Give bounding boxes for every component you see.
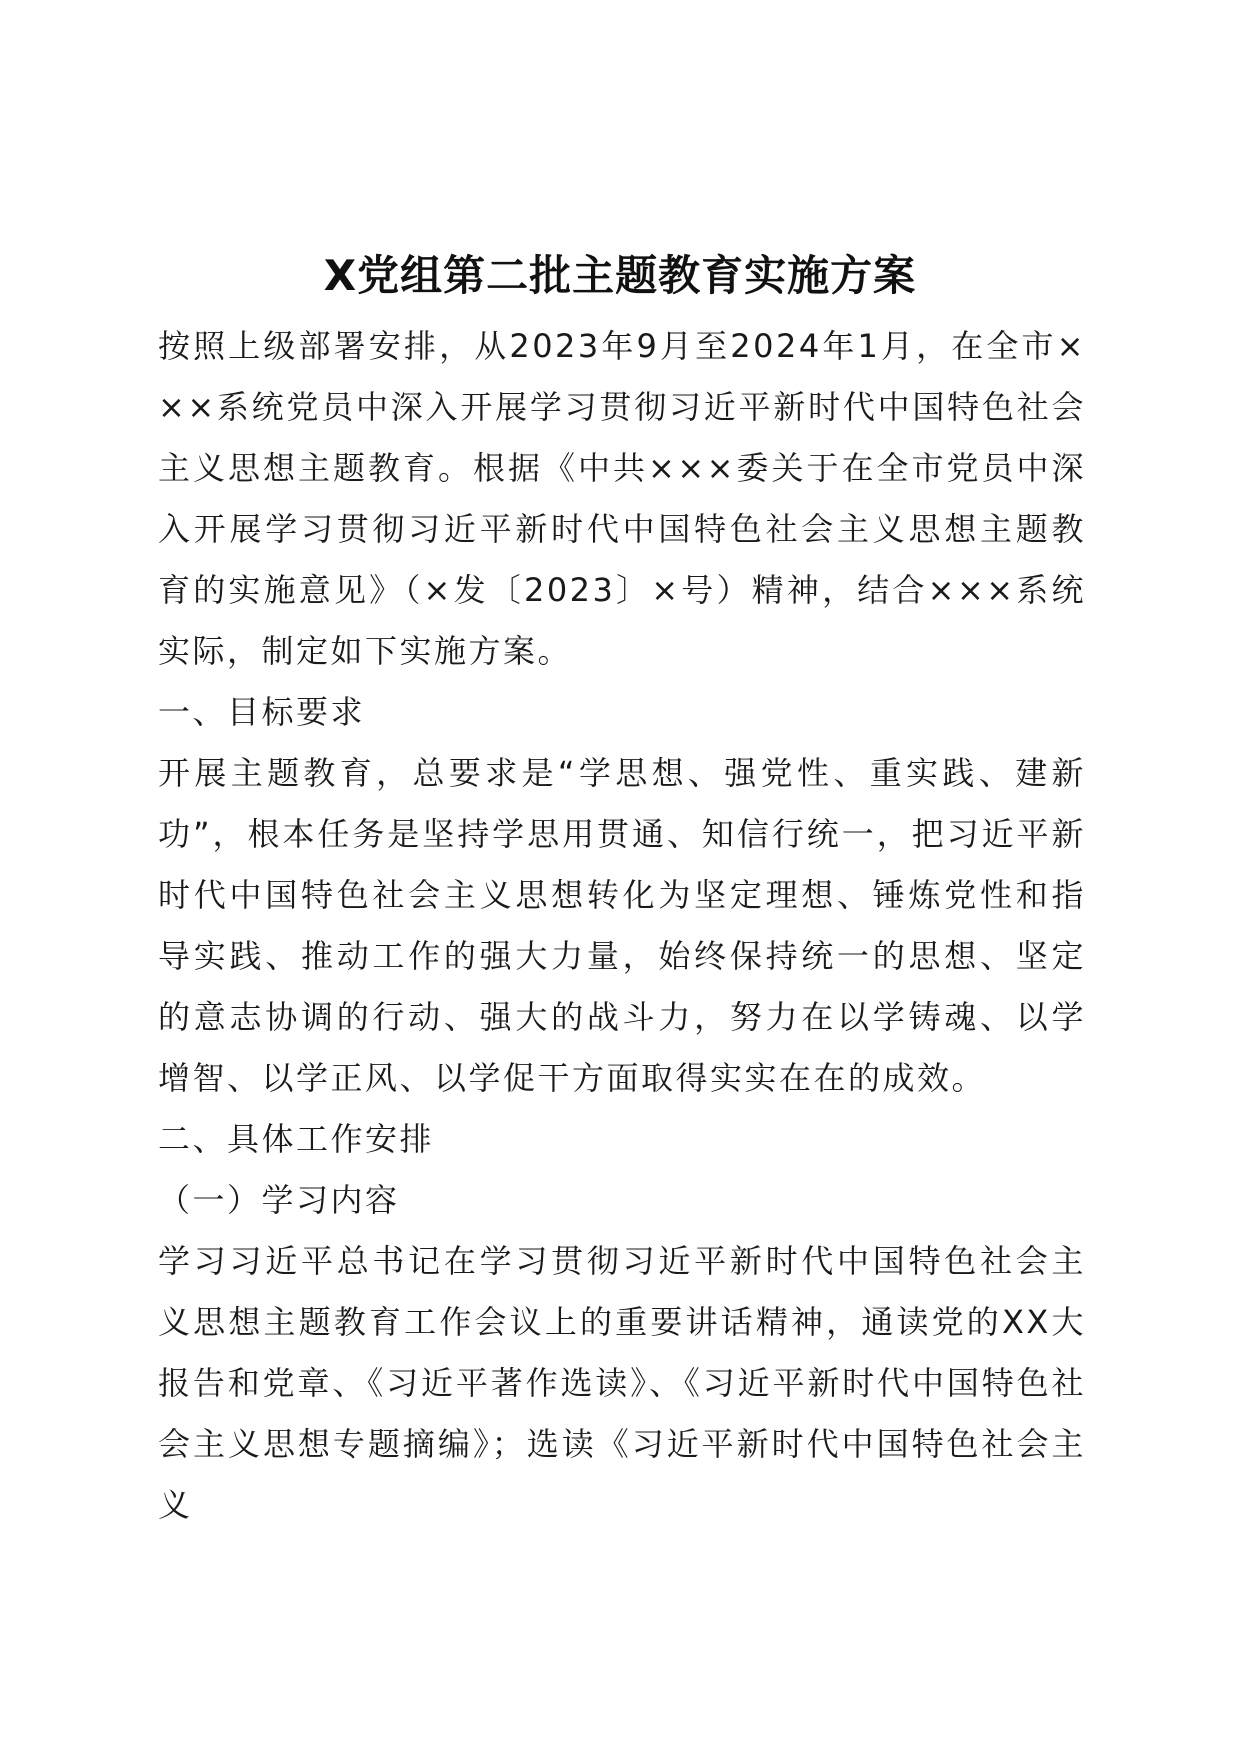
document-title: X党组第二批主题教育实施方案: [323, 251, 917, 301]
intro-paragraph: 按照上级部署安排，从2023年9月至2024年1月，在全市×××系统党员中深入开展学习贯彻习近平新时代中国特色社会主义思想主题教育。根据《中共×××委关于在全市党员中深入开展学习贯彻习近平新时代中国特色社会主义思想主题教育的实施意见》（×发〔2023〕×号）精神，结合×××系统实际，制定如下实施方案。: [158, 327, 1086, 670]
study-content-paragraph: 学习习近平总书记在学习贯彻习近平新时代中国特色社会主义思想主题教育工作会议上的重要讲话精神，通读党的XX大报告和党章、《习近平著作选读》、《习近平新时代中国特色社会主义思想专题摘编》；选读《习近平新时代中国特色社会主义: [158, 1242, 1086, 1524]
section-heading-arrangements: 二、具体工作安排: [158, 1120, 435, 1158]
document-body: [158, 316, 1086, 1536]
section-heading-goals: 一、目标要求: [158, 693, 366, 731]
goals-paragraph: 开展主题教育，总要求是“学思想、强党性、重实践、建新功”，根本任务是坚持学思用贯通、知信行统一，把习近平新时代中国特色社会主义思想转化为坚定理想、锤炼党性和指导实践、推动工作的强大力量，始终保持统一的思想、坚定的意志协调的行动、强大的战斗力，努力在以学铸魂、以学增智、以学正风、以学促干方面取得实实在在的成效。: [158, 754, 1086, 1097]
subsection-heading-study-content: （一）学习内容: [158, 1181, 400, 1219]
